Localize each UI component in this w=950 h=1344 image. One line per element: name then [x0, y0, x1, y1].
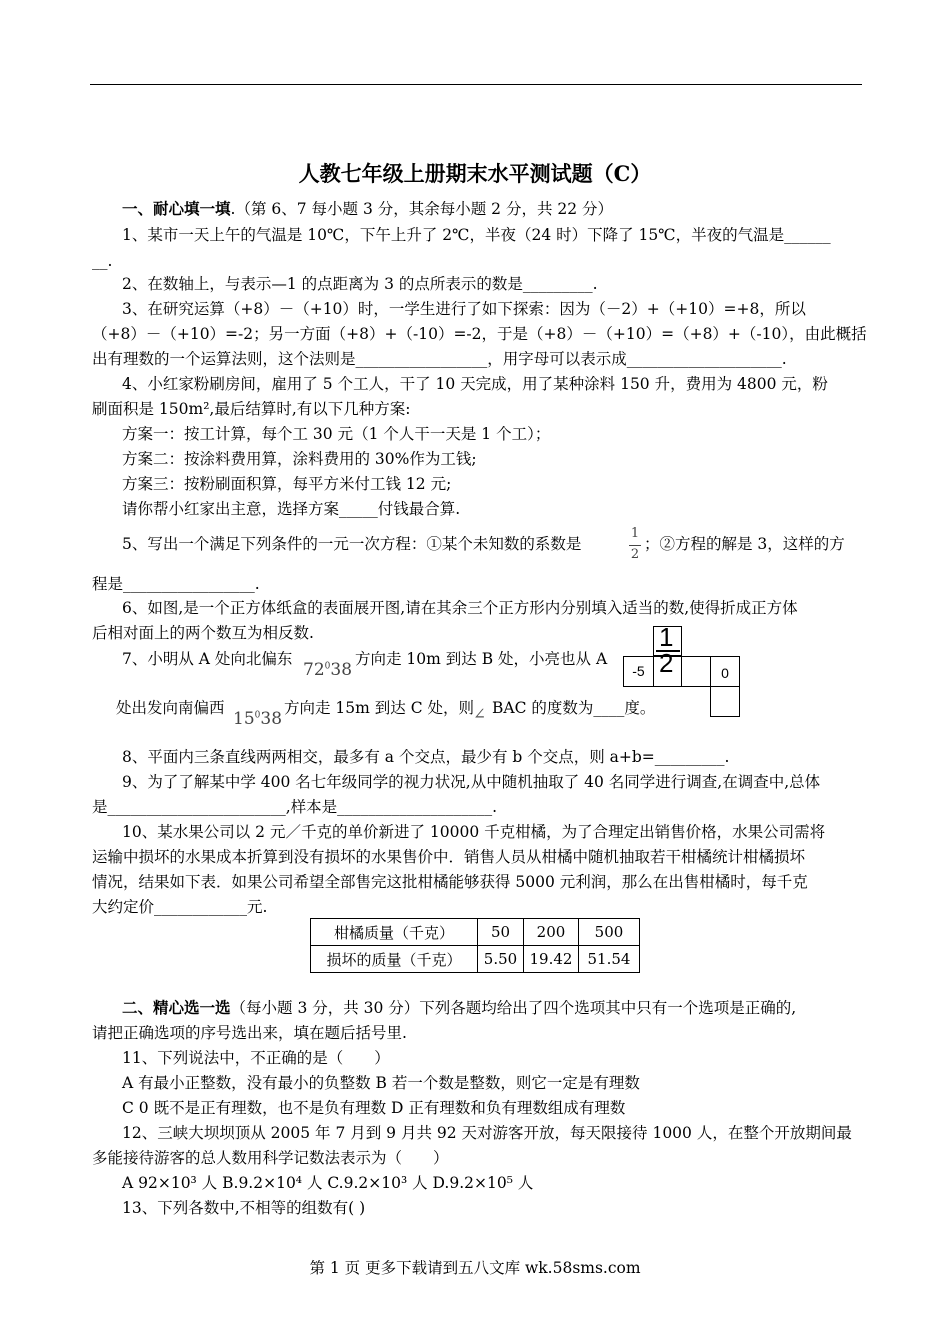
section1-heading: 一、耐心填一填	[122, 199, 231, 218]
section1-heading-line	[122, 198, 613, 220]
table-cell: 柑橘质量（千克）	[311, 919, 478, 946]
angle-15-38	[233, 709, 282, 729]
q4-plan1: 方案一：按工计算，每个工 30 元（1 个人干一天是 1 个工）；	[122, 425, 551, 443]
table-cell: 51.54	[579, 946, 640, 973]
q4-plan2: 方案二：按涂料费用算，涂料费用的 30%作为工钱;	[122, 450, 477, 468]
q3-line2: （+8）－（+10）=-2；另一方面（+8）+（-10）=-2，于是（+8）－（+10）=（+8）+（-10），由此概括	[92, 325, 867, 343]
q9-line2: 是_______________________,样本是____________________.	[92, 798, 498, 816]
angle1-degree-sign: 0	[324, 661, 331, 672]
q9-line1: 9、为了了解某中学 400 名七年级同学的视力状况,从中随机抽取了 40 名同学进行调查,在调查中,总体	[122, 773, 821, 791]
q10-line1: 10、某水果公司以 2 元／千克的单价新进了 10000 千克柑橘，为了合理定出销售价格，水果公司需将	[122, 823, 826, 841]
q7-line2a: 处出发向南偏西	[116, 699, 225, 717]
net-square-right: 0	[710, 656, 740, 687]
q5-line1b: ；②方程的解是 3，这样的方	[644, 535, 845, 553]
q1-line2: __.	[92, 252, 113, 270]
table-cell: 19.42	[524, 946, 579, 973]
q10-line3: 情况，结果如下表．如果公司希望全部售完这批柑橘能够获得 5000 元利润，那么在出售柑橘时，每千克	[92, 873, 808, 891]
fraction-bar	[629, 545, 641, 546]
table-row	[311, 946, 640, 973]
section2-note: （每小题 3 分，共 30 分）下列各题均给出了四个选项其中只有一个选项是正确的,	[230, 999, 797, 1017]
q1-line1: 1、某市一天上午的气温是 10℃，下午上升了 2℃，半夜（24 时）下降了 15℃，半夜的气温是______	[122, 226, 831, 244]
table-cell: 50	[478, 919, 524, 946]
q7-line2b: 方向走 15m 到达 C 处，则	[284, 699, 474, 717]
q2-line: 2、在数轴上，与表示—1 的点距离为 3 的点所表示的数是_________.	[122, 275, 598, 293]
q4-line1: 4、小红家粉刷房间，雇用了 5 个工人，干了 10 天完成，用了某种涂料 150 升，费用为 4800 元，粉	[122, 375, 828, 393]
fraction-numerator: 1	[630, 526, 640, 541]
q11-options-ab: A 有最小正整数，没有最小的负整数 B 若一个数是整数，则它一定是有理数	[122, 1074, 640, 1092]
angle-symbol: ∠	[473, 705, 486, 723]
q12-line2: 多能接待游客的总人数用科学记数法表示为（ ）	[92, 1149, 449, 1167]
net-top-numerator: 1	[659, 622, 674, 652]
table-cell: 200	[524, 919, 579, 946]
angle2-degree-sign: 0	[254, 710, 261, 721]
section2-line1	[122, 997, 796, 1019]
table-cell: 5.50	[478, 946, 524, 973]
q12-line1: 12、三峡大坝坝顶从 2005 年 7 月到 9 月共 92 天对游客开放，每天限接待 1000 人，在整个开放期间最	[122, 1124, 852, 1142]
fraction-denominator: 2	[630, 547, 640, 562]
net-square-left: -5	[623, 656, 654, 687]
section1-note: .（第 6、7 每小题 3 分，其余每小题 2 分，共 22 分）	[230, 200, 614, 218]
q4-line2: 刷面积是 150m²,最后结算时,有以下几种方案:	[92, 400, 411, 418]
q8-line: 8、平面内三条直线两两相交，最多有 a 个交点，最少有 b 个交点，则 a+b=_________.	[122, 748, 730, 766]
q4-plan3: 方案三：按粉刷面积算，每平方米付工钱 12 元;	[122, 475, 452, 493]
table-row	[311, 919, 640, 946]
q3-line1: 3、在研究运算（+8）－（+10）时，一学生进行了如下探索：因为（－2）+（+10）=+8，所以	[122, 300, 806, 318]
q5-line1a: 5、写出一个满足下列条件的一元一次方程：①某个未知数的系数是	[122, 535, 582, 553]
q10-line2: 运输中损坏的水果成本折算到没有损坏的水果售价中．销售人员从柑橘中随机抽取若干柑橘统计柑橘损坏	[92, 848, 806, 866]
q3-line3: 出有理数的一个运算法则，这个法则是_________________，用字母可以表示成____________________.	[92, 350, 787, 368]
q7-line1b: 方向走 10m 到达 B 处，小亮也从 A	[355, 650, 608, 668]
net-square-bottom	[710, 686, 740, 717]
q10-line4: 大约定价____________元.	[92, 898, 268, 916]
angle2-min: 38	[260, 709, 283, 729]
q13-line: 13、下列各数中,不相等的组数有( )	[122, 1199, 366, 1217]
q6-line2: 后相对面上的两个数互为相反数.	[92, 624, 314, 642]
q7-line2c: BAC 的度数为____度。	[492, 699, 656, 717]
q6-line1: 6、如图,是一个正方体纸盒的表面展开图,请在其余三个正方形内分别填入适当的数,使得折成正方体	[122, 599, 798, 617]
q11-line: 11、下列说法中，不正确的是（ ）	[122, 1049, 390, 1067]
q5-line2: 程是_________________.	[92, 575, 260, 593]
section2-line2: 请把正确选项的序号选出来，填在题后括号里.	[92, 1024, 407, 1042]
net-square-3	[681, 656, 711, 687]
net-square-middle	[653, 656, 682, 687]
page-footer: 第 1 页 更多下载请到五八文库 wk.58sms.com	[309, 1259, 641, 1277]
page-title: 人教七年级上册期末水平测试题（C）	[298, 161, 652, 186]
q4-question: 请你帮小红家出主意，选择方案_____付钱最合算.	[122, 500, 461, 518]
section2-heading: 二、精心选一选	[122, 998, 231, 1017]
angle2-deg: 15	[233, 709, 255, 729]
q7-line1a: 7、小明从 A 处向北偏东	[122, 650, 293, 668]
angle1-deg: 72	[303, 660, 325, 680]
angle1-min: 38	[330, 660, 353, 680]
q11-options-cd: C 0 既不是正有理数，也不是负有理数 D 正有理数和负有理数组成有理数	[122, 1099, 626, 1117]
net-top-denominator: 2	[659, 648, 674, 678]
angle-72-38	[303, 660, 352, 680]
q12-options: A 92×10³ 人 B.9.2×10⁴ 人 C.9.2×10³ 人 D.9.2×10⁵ 人	[122, 1174, 534, 1192]
orange-damage-table	[310, 918, 640, 973]
table-cell: 损坏的质量（千克）	[311, 946, 478, 973]
table-cell: 500	[579, 919, 640, 946]
header-rule	[90, 84, 862, 85]
